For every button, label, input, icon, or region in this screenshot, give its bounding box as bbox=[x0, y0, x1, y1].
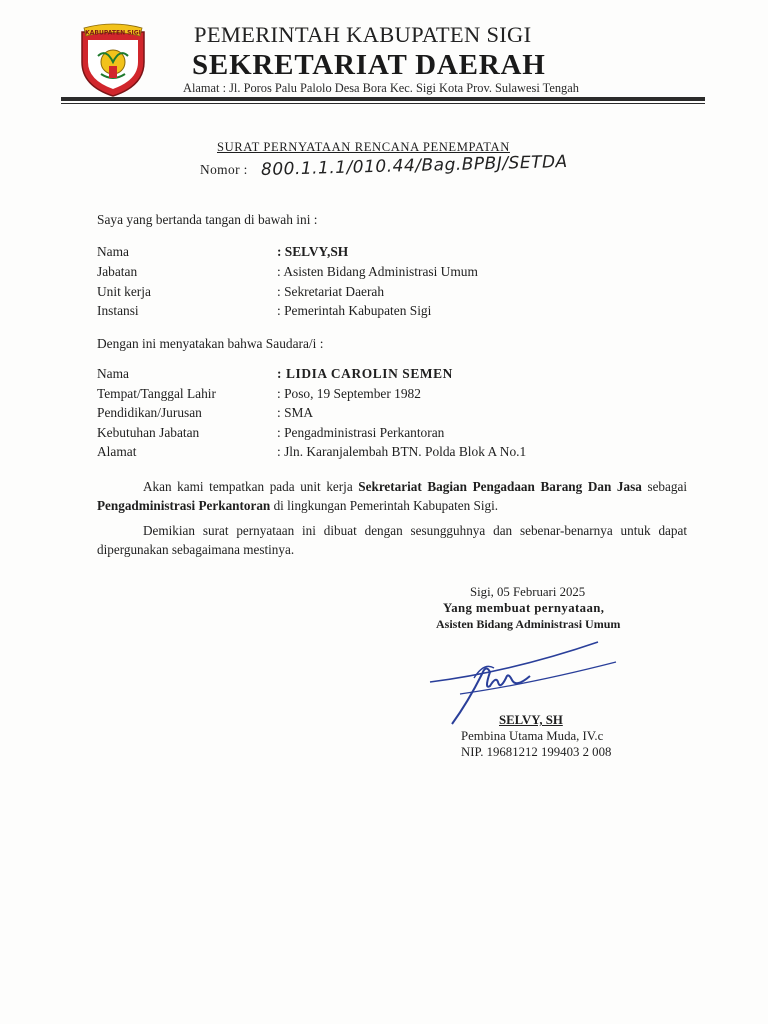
person-value-birth: : Poso, 19 September 1982 bbox=[277, 386, 421, 401]
closing-paragraph bbox=[97, 521, 687, 559]
letterhead-rule-thin bbox=[61, 103, 705, 104]
kabupaten-sigi-emblem-icon bbox=[76, 22, 150, 98]
signature-role-title: Asisten Bidang Administrasi Umum bbox=[436, 617, 621, 631]
placement-position: Pengadministrasi Perkantoran bbox=[97, 498, 271, 513]
placement-text-1: Akan kami tempatkan pada unit kerja bbox=[143, 479, 359, 494]
person-value-job-need: : Pengadministrasi Perkantoran bbox=[277, 425, 445, 440]
person-value-name: : LIDIA CAROLIN SEMEN bbox=[277, 366, 453, 381]
placement-text-2: sebagai bbox=[641, 479, 687, 494]
declares-text: Dengan ini menyatakan bahwa Saudara/i : bbox=[97, 336, 324, 351]
letterhead-address: Alamat : Jl. Poros Palu Palolo Desa Bora Kec. Sigi Kota Prov. Sulawesi Tengah bbox=[183, 81, 579, 95]
placement-paragraph bbox=[97, 477, 687, 515]
person-label-birth: Tempat/Tanggal Lahir bbox=[97, 386, 216, 401]
placement-text-3: di lingkungan Pemerintah Kabupaten Sigi. bbox=[270, 498, 499, 513]
signature-place-date: Sigi, 05 Februari 2025 bbox=[470, 585, 586, 599]
person-label-job-need: Kebutuhan Jabatan bbox=[97, 425, 200, 440]
person-label-address: Alamat bbox=[97, 444, 137, 459]
signer-value-name: : SELVY,SH bbox=[277, 244, 349, 259]
letterhead-rule-thick bbox=[61, 97, 705, 101]
signer-value-agency: : Pemerintah Kabupaten Sigi bbox=[277, 303, 432, 318]
letterhead-government-name: PEMERINTAH KABUPATEN SIGI bbox=[194, 22, 532, 47]
signer-label-position: Jabatan bbox=[97, 264, 138, 279]
emblem-text: KABUPATEN SIGI bbox=[85, 29, 141, 37]
document-title: SURAT PERNYATAAN RENCANA PENEMPATAN bbox=[217, 140, 510, 154]
person-value-address: : Jln. Karanjalembah BTN. Polda Blok A No.1 bbox=[277, 444, 527, 459]
signer-name: SELVY, SH bbox=[499, 713, 563, 727]
signer-value-unit: : Sekretariat Daerah bbox=[277, 284, 385, 299]
signer-value-position: : Asisten Bidang Administrasi Umum bbox=[277, 264, 478, 279]
nomor-handwritten-value: 800.1.1.1/010.44/Bag.BPBJ/SETDA bbox=[260, 151, 568, 180]
person-label-name: Nama bbox=[97, 366, 129, 381]
placement-unit: Sekretariat Bagian Pengadaan Barang Dan Jasa bbox=[358, 479, 642, 494]
signature-role-statement: Yang membuat pernyataan, bbox=[443, 601, 605, 615]
signer-label-agency: Instansi bbox=[97, 303, 139, 318]
intro-text: Saya yang bertanda tangan di bawah ini : bbox=[97, 212, 318, 227]
nomor-label: Nomor : bbox=[200, 162, 248, 177]
person-value-education: : SMA bbox=[277, 405, 314, 420]
signer-rank: Pembina Utama Muda, IV.c bbox=[461, 729, 604, 743]
closing-text: Demikian surat pernyataan ini dibuat dengan sesungguhnya dan sebenar-benarnya untuk dapat dipergunakan sebagaimana mestinya. bbox=[97, 523, 687, 557]
signer-label-unit: Unit kerja bbox=[97, 284, 151, 299]
letterhead-office-name: SEKRETARIAT DAERAH bbox=[192, 49, 546, 81]
signer-nip: NIP. 19681212 199403 2 008 bbox=[461, 745, 612, 759]
person-label-education: Pendidikan/Jurusan bbox=[97, 405, 202, 420]
signer-label-name: Nama bbox=[97, 244, 129, 259]
